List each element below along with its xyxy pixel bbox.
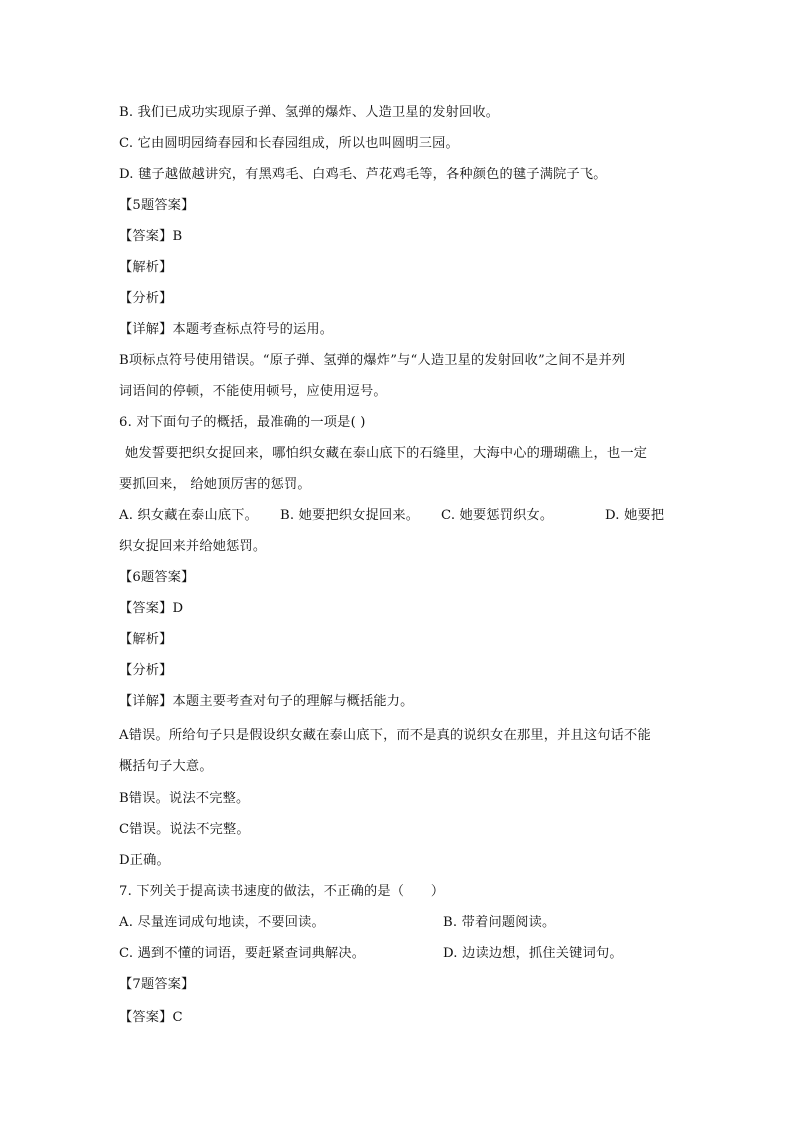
q6-analysis-label: 【解析】: [119, 632, 173, 647]
q6-explanation-a-2: 概括句子大意。: [119, 759, 213, 774]
q6-breakdown-label: 【分析】: [119, 663, 173, 678]
q5-answer-heading: 【5题答案】: [119, 198, 195, 213]
q6-explanation-a-1: A错误。所给句子只是假设织女藏在泰山底下，而不是真的说织女在那里，并且这句话不能: [119, 728, 651, 743]
q6-explanation-b: B错误。说法不完整。: [119, 791, 250, 806]
q6-passage-2: 要抓回来， 给她顶厉害的惩罚。: [119, 477, 311, 492]
q6-passage-1: 她发誓要把织女捉回来，哪怕织女藏在泰山底下的石缝里，大海中心的珊瑚礁上，也一定: [125, 446, 648, 461]
q6-answer: 【答案】D: [119, 601, 184, 616]
q5-explanation-1: B项标点符号使用错误。“原子弹、氢弹的爆炸”与“人造卫星的发射回收”之间不是并列: [119, 353, 626, 368]
q6-detail: 【详解】本题主要考查对句子的理解与概括能力。: [119, 694, 414, 709]
q5-detail: 【详解】本题考查标点符号的运用。: [119, 322, 334, 337]
q6-option-a: A. 织女藏在泰山底下。: [119, 508, 258, 523]
q6-explanation-d: D正确。: [119, 853, 170, 868]
q7-option-c: C. 遇到不懂的词语，要赶紧查词典解决。: [119, 946, 366, 961]
q7-answer-heading: 【7题答案】: [119, 977, 195, 992]
q7-question: 7. 下列关于提高读书速度的做法，不正确的是（ ）: [119, 884, 445, 899]
q5-explanation-2: 词语间的停顿，不能使用顿号，应使用逗号。: [119, 384, 387, 399]
option-c-line: C. 它由圆明园绮春园和长春园组成，所以也叫圆明三园。: [119, 136, 459, 151]
q7-option-a: A. 尽量连词成句地读，不要回读。: [119, 915, 325, 930]
q6-option-b: B. 她要把织女捉回来。: [280, 508, 420, 523]
q6-answer-heading: 【6题答案】: [119, 570, 195, 585]
q7-answer: 【答案】C: [119, 1010, 183, 1025]
q6-option-d-continued: 织女捉回来并给她惩罚。: [119, 539, 267, 554]
q7-option-d: D. 边读边想，抓住关键词句。: [443, 946, 623, 961]
q6-option-c: C. 她要惩罚织女。: [441, 508, 554, 523]
option-d-line: D. 毽子越做越讲究，有黑鸡毛、白鸡毛、芦花鸡毛等，各种颜色的毽子满院子飞。: [119, 167, 607, 182]
option-b-line: B. 我们已成功实现原子弹、氢弹的爆炸、人造卫星的发射回收。: [119, 105, 500, 120]
q5-analysis-label: 【解析】: [119, 260, 173, 275]
q5-breakdown-label: 【分析】: [119, 291, 173, 306]
q6-explanation-c: C错误。说法不完整。: [119, 822, 250, 837]
q5-answer: 【答案】B: [119, 229, 183, 244]
q6-option-d: D. 她要把: [605, 508, 665, 523]
q6-question: 6. 对下面句子的概括，最准确的一项是( ): [119, 415, 366, 430]
q7-option-b: B. 带着问题阅读。: [443, 915, 556, 930]
